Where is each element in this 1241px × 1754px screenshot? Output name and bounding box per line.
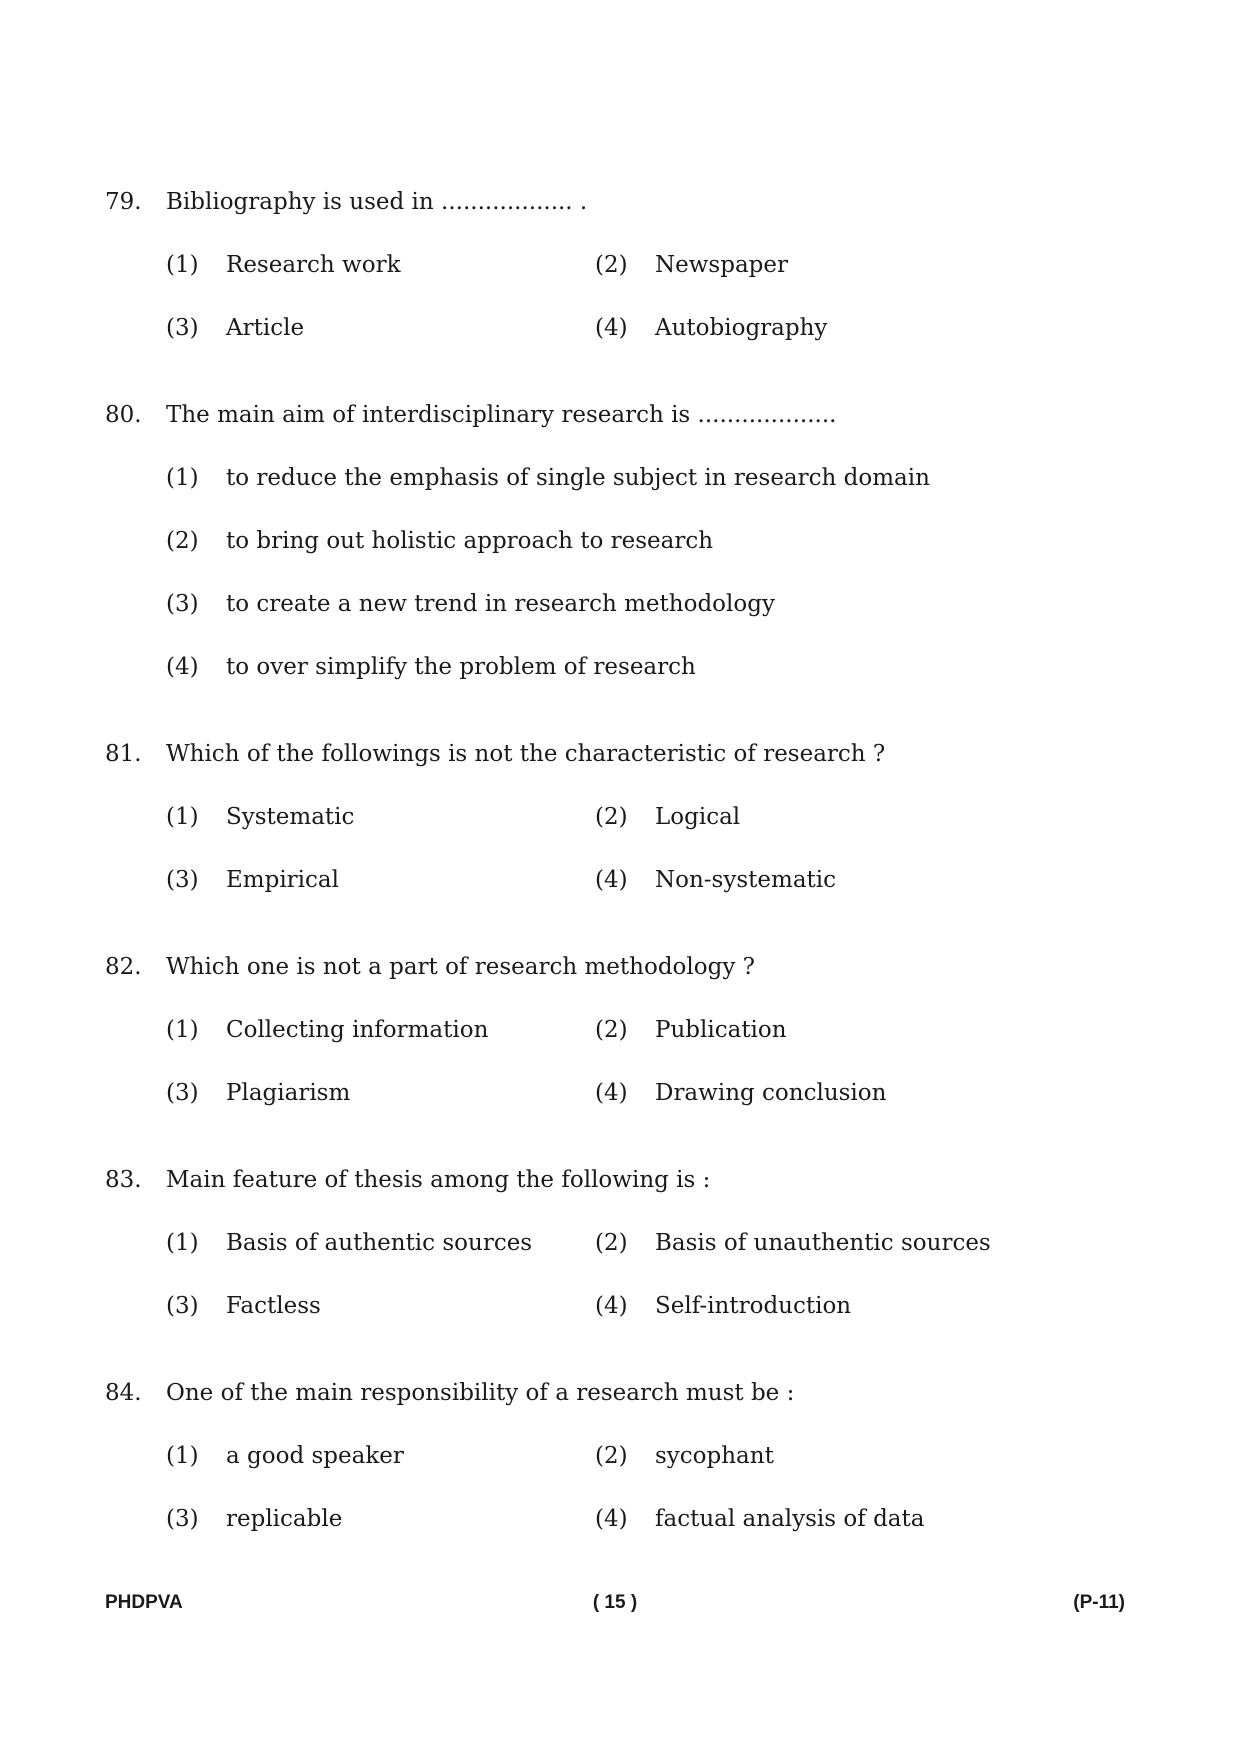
question-text: Main feature of thesis among the following is : [166,1167,711,1193]
option-number: (1) [166,252,199,278]
option-text: to over simplify the problem of research [226,654,696,680]
option-text: Plagiarism [226,1080,351,1106]
page-footer [105,1592,1125,1622]
option-number: (2) [595,1017,628,1043]
options-row [105,584,1135,647]
options [105,245,1135,371]
option-number: (2) [166,528,199,554]
option-text: Empirical [226,867,339,893]
option-number: (1) [166,465,199,491]
options [105,1436,1135,1562]
option-number: (2) [595,804,628,830]
option-number: (4) [595,315,628,341]
option-text: Article [226,315,305,341]
option-number: (1) [166,1443,199,1469]
options-row [105,458,1135,521]
question-number: 82. [105,954,142,980]
question-81 [105,734,1135,923]
question-number: 79. [105,189,142,215]
options-row [105,1223,1135,1286]
option-text: Research work [226,252,401,278]
option-text: Factless [226,1293,321,1319]
question-stem [105,182,1135,222]
option-number: (3) [166,1506,199,1532]
question-number: 84. [105,1380,142,1406]
option-text: sycophant [655,1443,774,1469]
option-text: Logical [655,804,741,830]
options-row [105,797,1135,860]
options-row [105,1073,1135,1136]
option-number: (1) [166,804,199,830]
question-stem [105,1160,1135,1200]
question-text: Which of the followings is not the characteristic of research ? [166,741,886,767]
option-number: (3) [166,1080,199,1106]
option-number: (3) [166,867,199,893]
options-row [105,647,1135,710]
option-text: Newspaper [655,252,788,278]
question-stem [105,734,1135,774]
option-number: (4) [595,1080,628,1106]
options-row [105,860,1135,923]
question-text: Which one is not a part of research methodology ? [166,954,755,980]
options-row [105,1010,1135,1073]
option-number: (4) [595,1293,628,1319]
option-text: Non-systematic [655,867,837,893]
option-number: (2) [595,252,628,278]
question-number: 83. [105,1167,142,1193]
option-number: (4) [595,1506,628,1532]
question-79 [105,182,1135,371]
paper-set: (P-11) [1073,1592,1125,1613]
question-stem [105,1373,1135,1413]
options [105,1010,1135,1136]
option-number: (3) [166,1293,199,1319]
option-text: Drawing conclusion [655,1080,887,1106]
option-text: Publication [655,1017,787,1043]
question-number: 80. [105,402,142,428]
question-text: The main aim of interdisciplinary research is ................... [166,402,837,428]
page-number: ( 15 ) [592,1592,638,1613]
question-stem [105,395,1135,435]
option-number: (2) [595,1230,628,1256]
option-text: Basis of authentic sources [226,1230,533,1256]
options [105,1223,1135,1349]
question-text: One of the main responsibility of a research must be : [166,1380,795,1406]
question-80 [105,395,1135,710]
option-number: (3) [166,591,199,617]
option-number: (2) [595,1443,628,1469]
option-text: Self-introduction [655,1293,852,1319]
option-number: (1) [166,1230,199,1256]
option-text: Systematic [226,804,355,830]
question-text: Bibliography is used in .................. . [166,189,588,215]
options-row [105,521,1135,584]
option-text: to create a new trend in research methodology [226,591,775,617]
option-text: factual analysis of data [655,1506,925,1532]
question-82 [105,947,1135,1136]
option-text: a good speaker [226,1443,404,1469]
options-row [105,308,1135,371]
paper-code: PHDPVA [105,1592,183,1613]
question-84 [105,1373,1135,1562]
option-text: Basis of unauthentic sources [655,1230,991,1256]
options [105,797,1135,923]
option-text: replicable [226,1506,343,1532]
option-number: (1) [166,1017,199,1043]
options-row [105,1499,1135,1562]
question-stem [105,947,1135,987]
options [105,458,1135,710]
option-text: Autobiography [655,315,828,341]
options-row [105,1436,1135,1499]
option-number: (4) [595,867,628,893]
option-number: (4) [166,654,199,680]
option-text: Collecting information [226,1017,489,1043]
question-83 [105,1160,1135,1349]
option-number: (3) [166,315,199,341]
options-row [105,1286,1135,1349]
options-row [105,245,1135,308]
question-number: 81. [105,741,142,767]
option-text: to bring out holistic approach to research [226,528,714,554]
option-text: to reduce the emphasis of single subject in research domain [226,465,930,491]
